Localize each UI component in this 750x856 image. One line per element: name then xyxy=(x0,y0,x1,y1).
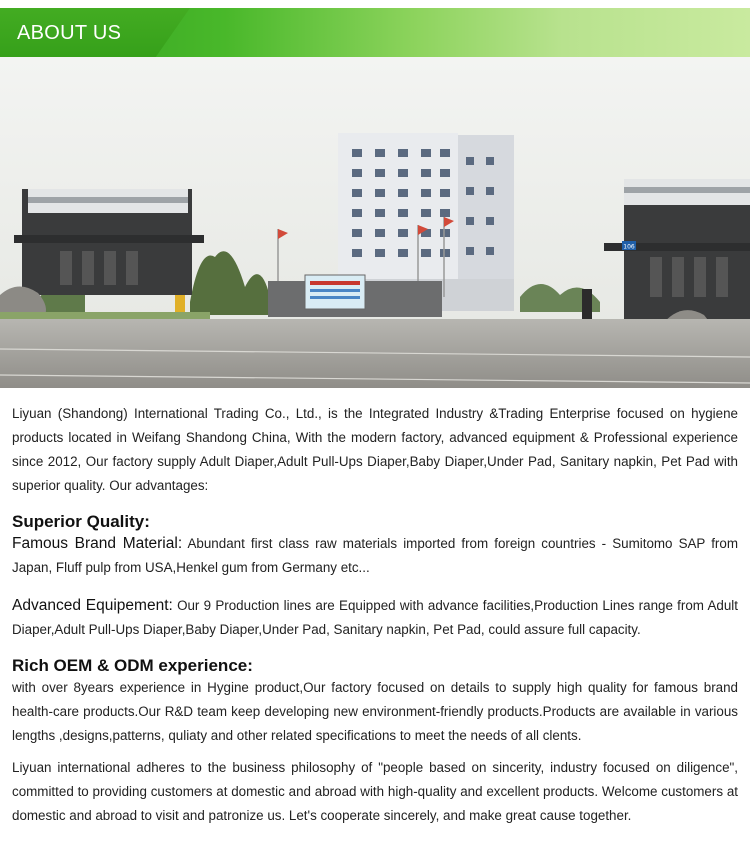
about-content xyxy=(0,388,750,828)
superior-quality-heading: Superior Quality: xyxy=(12,512,150,531)
page-title: ABOUT US xyxy=(17,22,122,44)
oem-odm-text: with over 8years experience in Hygine product,Our factory focused on details to supply high quality for famous brand health-care products.Our R&D team keep developing new environment-friendly products.Products are available in various lengths ,designs,patterns, quliaty and other related specifications to meet the needs of all clents. xyxy=(12,680,738,743)
brand-material-text: Abundant first class raw materials imported from foreign countries - Sumitomo SAP from Japan, Fluff pulp from USA,Henkel gum from Germany etc... xyxy=(12,536,738,575)
oem-odm-section xyxy=(12,656,738,748)
oem-odm-heading: Rich OEM & ODM experience: xyxy=(12,656,253,675)
brand-material-subheading: Famous Brand Material: xyxy=(12,535,183,552)
section-header xyxy=(0,0,750,57)
superior-quality-section xyxy=(12,512,738,580)
intro-paragraph: Liyuan (Shandong) International Trading Co., Ltd., is the Integrated Industry &Trading Enterprise focused on hygiene products located in Weifang Shandong China, With the modern factory, advanced equipment & Professional experience since 2012, Our factory supply Adult Diaper,Adult Pull-Ups Diaper,Baby Diaper,Under Pad, Sanitary napkin, Pet Pad with superior quality. Our advantages: xyxy=(12,406,738,493)
factory-photo xyxy=(0,57,750,388)
advanced-equipment-heading: Advanced Equipement: xyxy=(12,597,173,614)
closing-paragraph: Liyuan international adheres to the business philosophy of "people based on sincerity, industry focused on diligence", committed to providing customers at domestic and abroad with high-quality and excellent products. Welcome customers at domestic and abroad to visit and patronize us. Let's cooperate sincerely, and make great cause together. xyxy=(12,760,738,823)
gate-number-sign: 106 xyxy=(623,243,635,251)
advanced-equipment-text: Our 9 Production lines are Equipped with advance facilities,Production Lines range from Adult Diaper,Adult Pull-Ups Diaper,Baby Diaper,Under Pad, Sanitary napkin, Pet Pad, could assure full capacity. xyxy=(12,598,738,637)
advanced-equipment-section xyxy=(12,594,738,642)
